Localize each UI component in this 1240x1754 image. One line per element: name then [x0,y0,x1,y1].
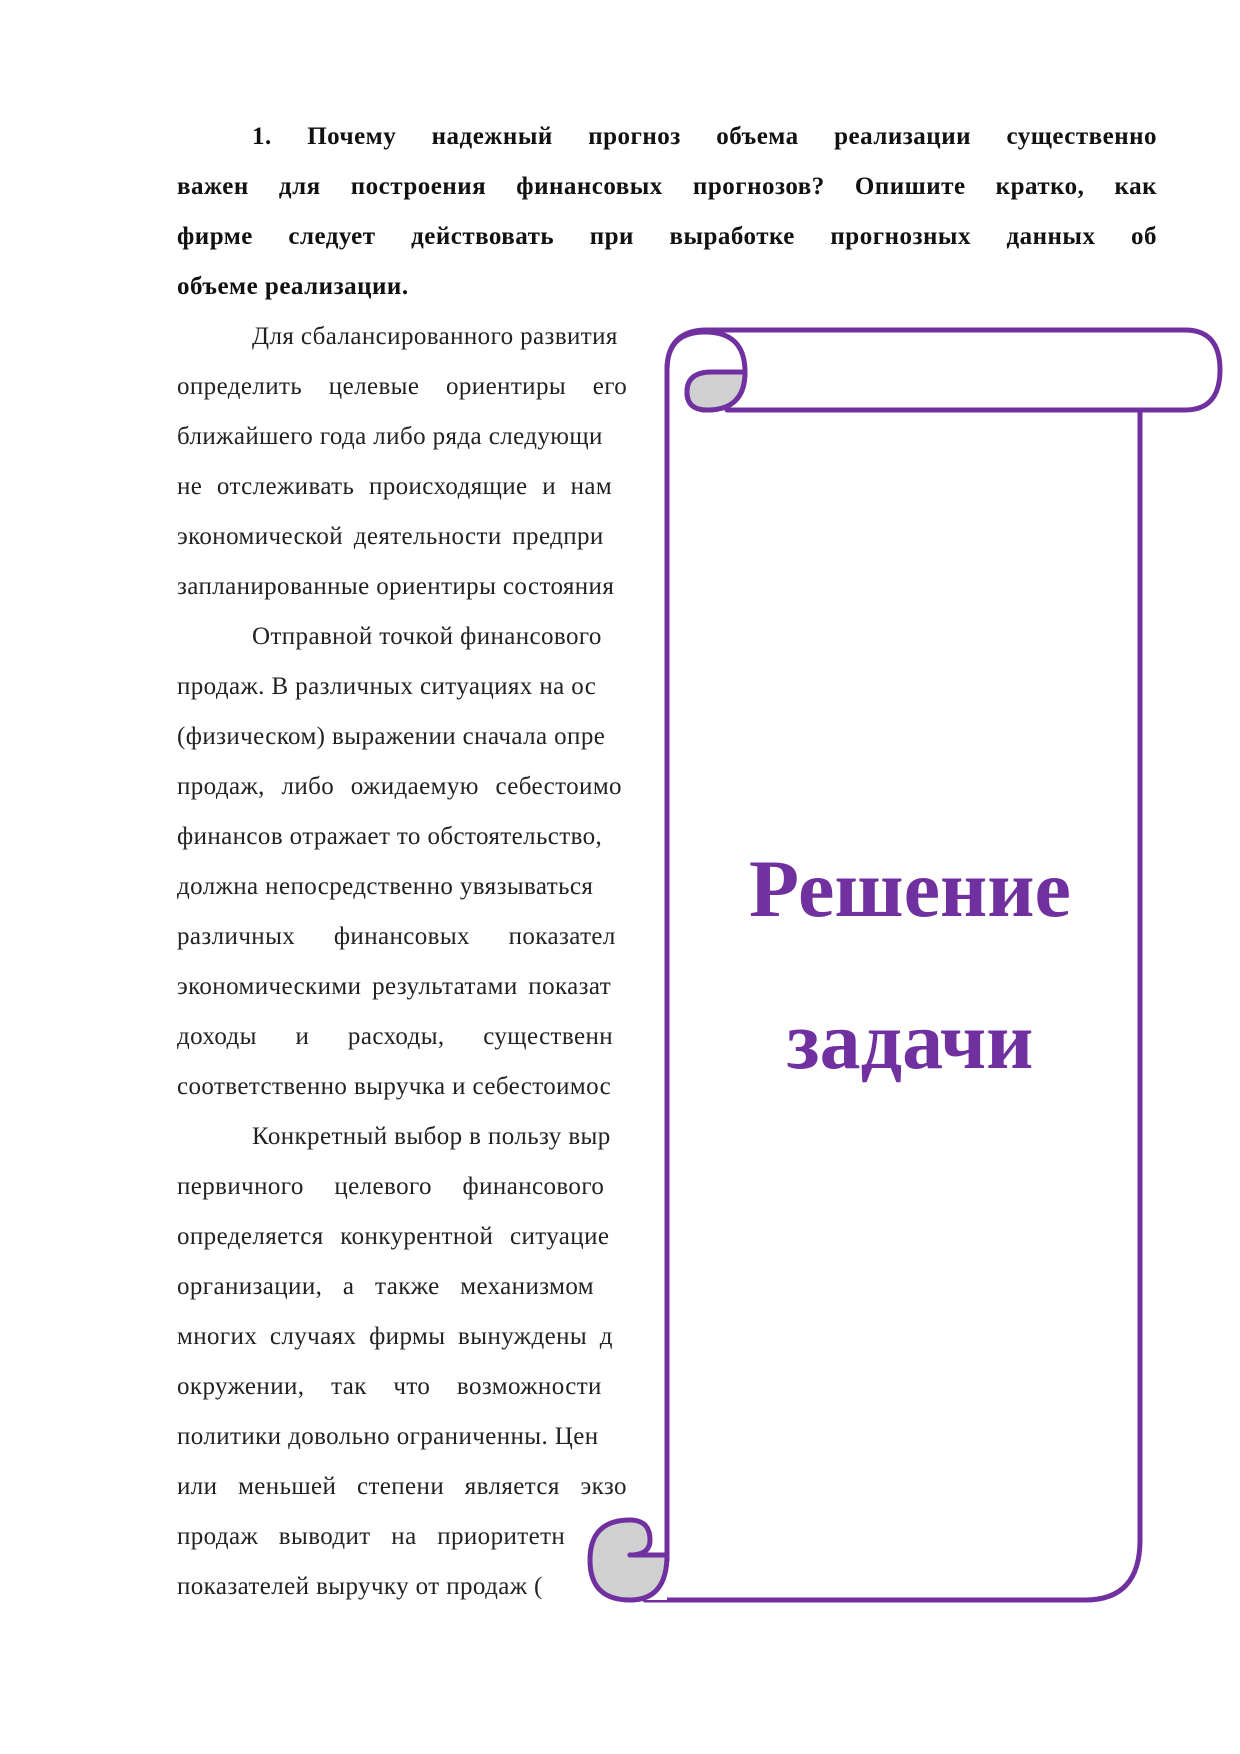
body-line-26: показателей выручку от продаж ( [177,1573,543,1600]
body-line-19: определяется конкурентной ситуацие [177,1223,610,1250]
question-line-1: 1. Почему надежный прогноз объема реализации существенно [252,123,1157,150]
body-line-22: окружении, так что возможности [177,1373,602,1400]
body-line-3: ближайшего года либо ряда следующи [177,423,603,450]
body-line-16: соответственно выручка и себестоимос [177,1073,612,1100]
body-line-11: финансов отражает то обстоятельство, [177,823,603,850]
scroll-body [667,330,1220,1555]
body-line-17: Конкретный выбор в пользу выр [252,1123,611,1150]
body-line-1: Для сбалансированного развития [252,323,618,350]
body-line-13: различных финансовых показател [177,923,616,950]
body-line-8: продаж. В различных ситуациях на ос [177,673,597,700]
scroll-title-line-2: задачи [786,995,1034,1086]
body-line-4: не отслеживать происходящие и нам [177,473,613,500]
body-line-21: многих случаях фирмы вынуждены д [177,1323,613,1350]
scroll-title-line-1: Решение [749,843,1071,934]
question-line-2: важен для построения финансовых прогнозов? Опишите кратко, как [177,173,1157,200]
body-line-9: (физическом) выражении сначала опре [177,723,606,750]
body-line-2: определить целевые ориентиры его [177,373,628,400]
body-line-15: доходы и расходы, существенн [177,1023,613,1050]
body-line-12: должна непосредственно увязываться [177,873,594,900]
body-line-10: продаж, либо ожидаемую себестоимо [177,773,622,800]
question-line-4: объеме реализации. [177,273,409,300]
body-line-6: запланированные ориентиры состояния [177,573,615,600]
body-line-14: экономическими результатами показат [177,973,612,1000]
question-line-3: фирме следует действовать при выработке прогнозных данных об [177,223,1157,250]
body-line-25: продаж выводит на приоритетн [177,1523,566,1550]
body-line-18: первичного целевого финансового [177,1173,605,1200]
body-line-7: Отправной точкой финансового [252,623,602,650]
body-line-20: организации, а также механизмом [177,1273,595,1300]
body-line-24: или меньшей степени является экзо [177,1473,627,1500]
body-line-5: экономической деятельности предпри [177,523,604,550]
body-line-23: политики довольно ограниченны. Цен [177,1423,599,1450]
